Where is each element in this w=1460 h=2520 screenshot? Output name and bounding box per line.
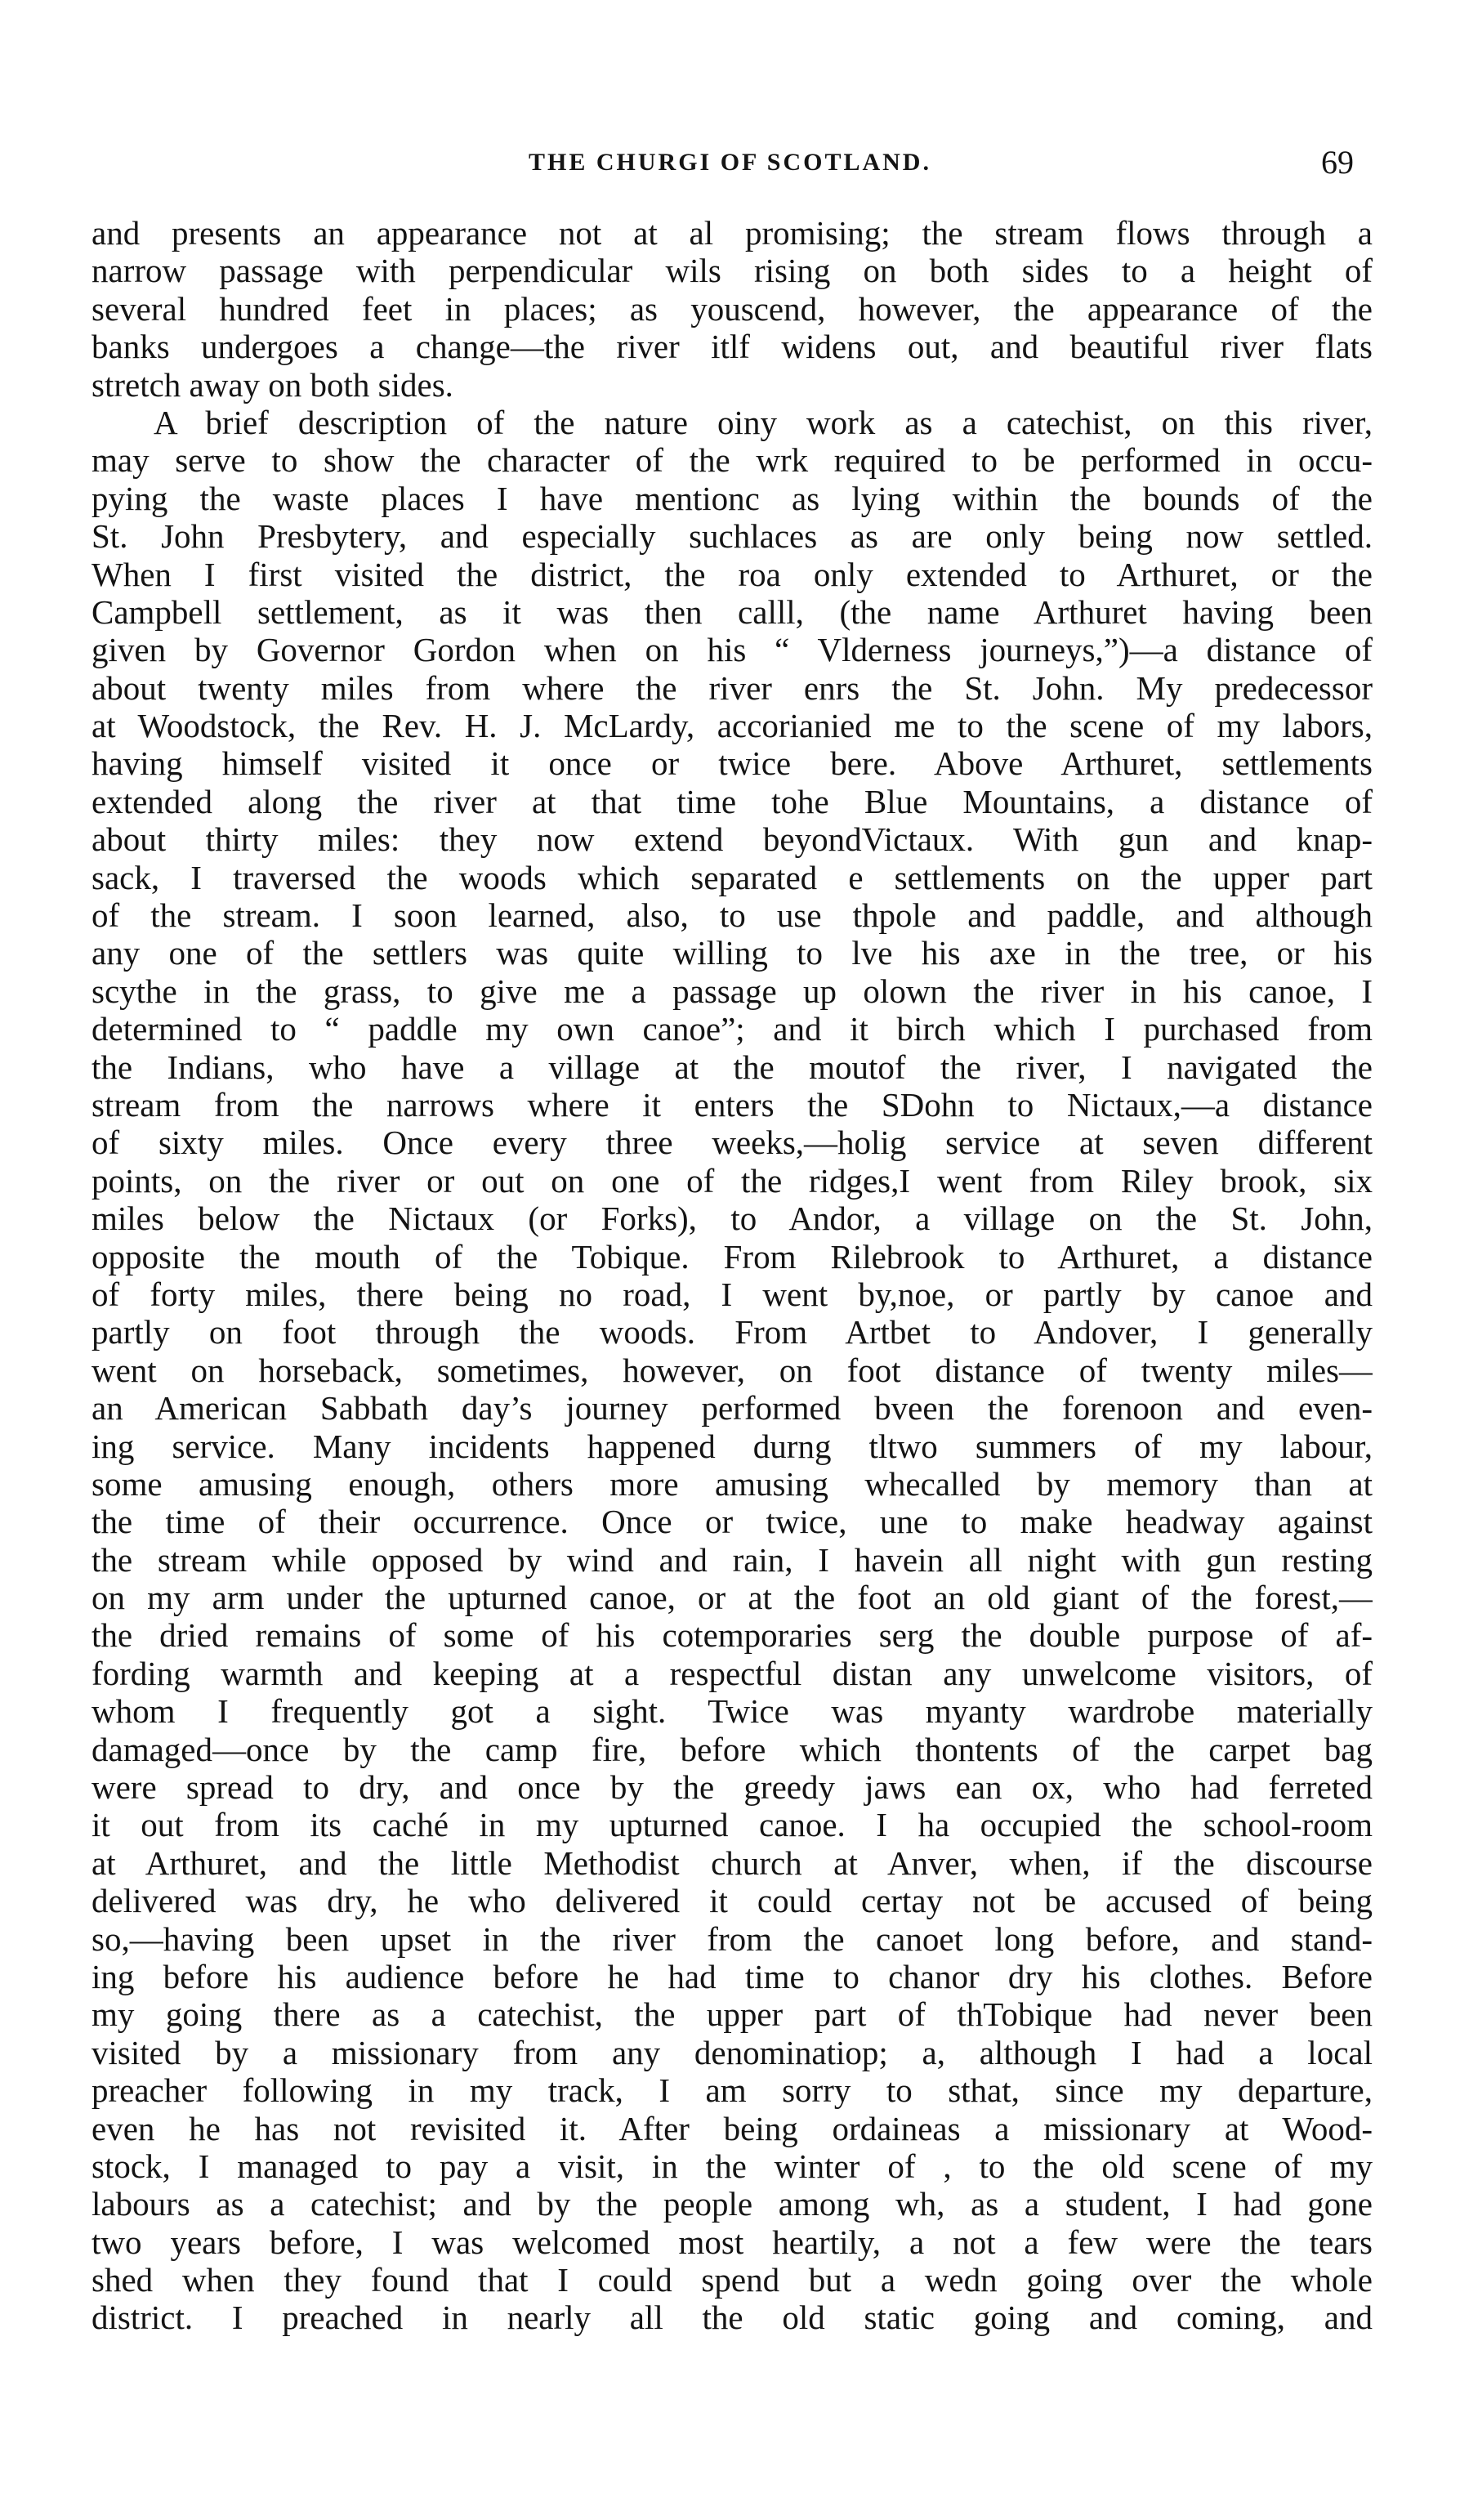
- text-line: and presents an appearance not at al promising; the stream flows through a: [92, 214, 1373, 252]
- text-line: the time of their occurrence. Once or twice, une to make headway against: [92, 1503, 1373, 1541]
- text-line: sack, I traversed the woods which separated e settlements on the upper part: [92, 858, 1373, 896]
- text-line: stock, I managed to pay a visit, in the winter of , to the old scene of my: [92, 2147, 1373, 2185]
- text-line: St. John Presbytery, and especially suchlaces as are only being now settled.: [92, 517, 1373, 556]
- text-line: narrow passage with perpendicular wils rising on both sides to a height of: [92, 252, 1373, 290]
- text-line: pying the waste places I have mentionc as lying within the bounds of the: [92, 479, 1373, 517]
- text-line: damaged—once by the camp fire, before which thontents of the carpet bag: [92, 1730, 1373, 1768]
- text-line: at Arthuret, and the little Methodist church at Anver, when, if the discourse: [92, 1843, 1373, 1882]
- text-line: even he has not revisited it. After being ordaineas a missionary at Wood-: [92, 2109, 1373, 2147]
- text-line: of the stream. I soon learned, also, to use thpole and paddle, and although: [92, 896, 1373, 935]
- text-line: went on horseback, sometimes, however, on foot distance of twenty miles—: [92, 1351, 1373, 1389]
- running-title: THE CHURGI OF SCOTLAND.: [529, 149, 931, 176]
- text-line: preacher following in my track, I am sorry to sthat, since my departure,: [92, 2071, 1373, 2110]
- text-line: it out from its caché in my upturned canoe. I ha occupied the school-room: [92, 1806, 1373, 1844]
- text-line: the Indians, who have a village at the moutof the river, I navigated the: [92, 1048, 1373, 1086]
- text-line: whom I frequently got a sight. Twice was myanty wardrobe materially: [92, 1692, 1373, 1731]
- text-line: about thirty miles: they now extend beyondVictaux. With gun and knap-: [92, 820, 1373, 859]
- text-line: fording warmth and keeping at a respectful distan any unwelcome visitors, of: [92, 1654, 1373, 1692]
- text-line: visited by a missionary from any denominatiop; a, although I had a local: [92, 2033, 1373, 2071]
- text-line: extended along the river at that time tohe Blue Mountains, a distance of: [92, 782, 1373, 820]
- text-line: may serve to show the character of the wrk required to be performed in occu-: [92, 441, 1373, 480]
- text-line: the dried remains of some of his cotemporaries serg the double purpose of af-: [92, 1616, 1373, 1655]
- page-number: 69: [1321, 144, 1354, 181]
- text-line: labours as a catechist; and by the people among wh, as a student, I had gone: [92, 2185, 1373, 2223]
- text-line: so,—having been upset in the river from the canoet long before, and stand-: [92, 1919, 1373, 1958]
- text-line: some amusing enough, others more amusing whecalled by memory than at: [92, 1464, 1373, 1503]
- text-line: Campbell settlement, as it was then calll, (the name Arthuret having been: [92, 592, 1373, 631]
- text-line: partly on foot through the woods. From Artbet to Andover, I generally: [92, 1313, 1373, 1352]
- text-line: an American Sabbath day’s journey performed bveen the forenoon and even-: [92, 1389, 1373, 1428]
- text-line: of forty miles, there being no road, I went by,noe, or partly by canoe and: [92, 1275, 1373, 1313]
- text-line: about twenty miles from where the river enrs the St. John. My predecessor: [92, 668, 1373, 707]
- text-line: miles below the Nictaux (or Forks), to Andor, a village on the St. John,: [92, 1200, 1373, 1238]
- text-line: any one of the settlers was quite willing to lve his axe in the tree, or his: [92, 934, 1373, 972]
- text-line: stream from the narrows where it enters the SDohn to Nictaux,—a distance: [92, 1085, 1373, 1124]
- body-text: [92, 214, 1373, 2337]
- text-line: on my arm under the upturned canoe, or at the foot an old giant of the forest,—: [92, 1579, 1373, 1617]
- text-line: district. I preached in nearly all the old static going and coming, and: [92, 2299, 1373, 2337]
- text-line: determined to “ paddle my own canoe”; and it birch which I purchased from: [92, 1010, 1373, 1048]
- text-line: banks undergoes a change—the river itlf widens out, and beautiful river flats: [92, 328, 1373, 366]
- text-line: shed when they found that I could spend but a wedn going over the whole: [92, 2261, 1373, 2299]
- text-line: given by Governor Gordon when on his “ Vlderness journeys,”)—a distance of: [92, 631, 1373, 669]
- text-line: were spread to dry, and once by the greedy jaws ean ox, who had ferreted: [92, 1768, 1373, 1807]
- text-line: opposite the mouth of the Tobique. From Rilebrook to Arthuret, a distance: [92, 1237, 1373, 1276]
- text-line: two years before, I was welcomed most heartily, a not a few were the tears: [92, 2223, 1373, 2261]
- text-line: points, on the river or out on one of the ridges,I went from Riley brook, six: [92, 1161, 1373, 1200]
- text-line: ing service. Many incidents happened durng tltwo summers of my labour,: [92, 1427, 1373, 1465]
- text-line: having himself visited it once or twice bere. Above Arthuret, settlements: [92, 744, 1373, 783]
- text-line: several hundred feet in places; as youscend, however, the appearance of the: [92, 289, 1373, 328]
- text-line: stretch away on both sides.: [92, 365, 453, 404]
- running-head: [0, 142, 1460, 183]
- text-line: the stream while opposed by wind and rain, I havein all night with gun resting: [92, 1540, 1373, 1579]
- text-line: my going there as a catechist, the upper part of thTobique had never been: [92, 1995, 1373, 2034]
- text-line: at Woodstock, the Rev. H. J. McLardy, accorianied me to the scene of my labors,: [92, 707, 1373, 745]
- text-line: of sixty miles. Once every three weeks,—holig service at seven different: [92, 1124, 1373, 1162]
- text-line: A brief description of the nature oiny work as a catechist, on this river,: [154, 403, 1373, 441]
- text-line: When I first visited the district, the roa only extended to Arthuret, or the: [92, 555, 1373, 593]
- text-line: ing before his audience before he had time to chanor dry his clothes. Before: [92, 1957, 1373, 1995]
- text-line: scythe in the grass, to give me a passage up olown the river in his canoe, I: [92, 972, 1373, 1010]
- text-line: delivered was dry, he who delivered it could certay not be accused of being: [92, 1882, 1373, 1920]
